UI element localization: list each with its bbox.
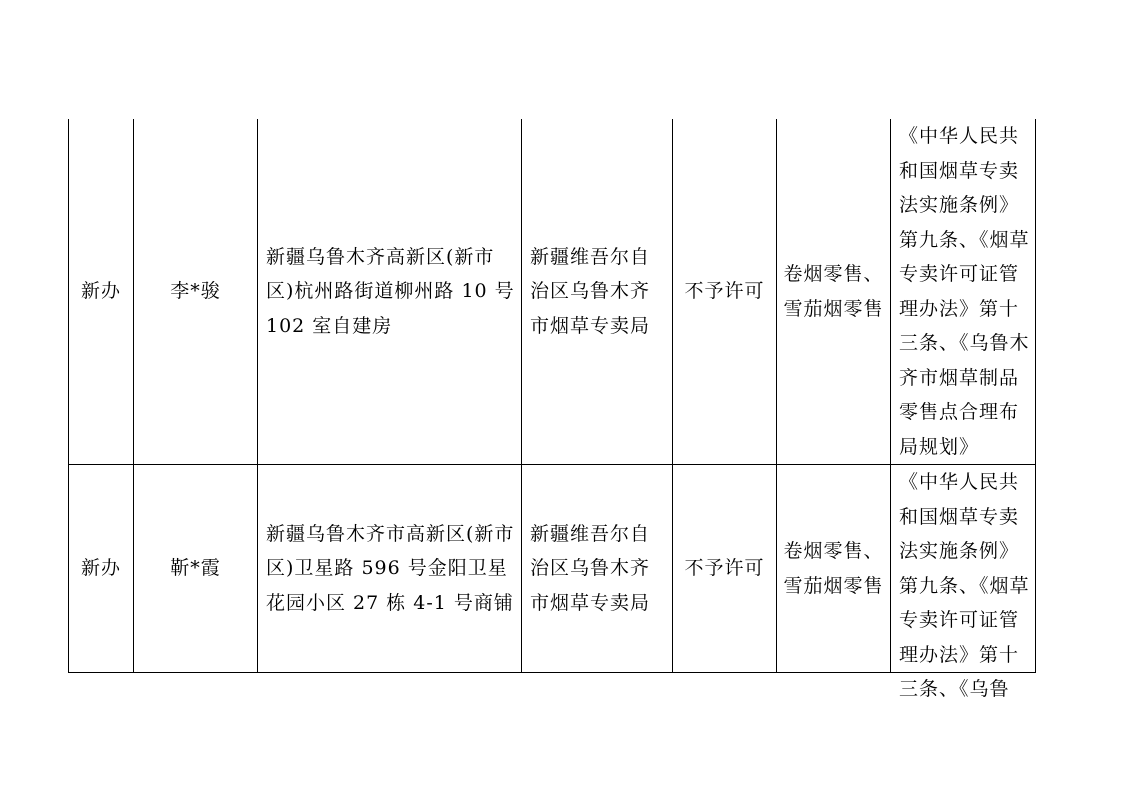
cell-name: 靳*霞 — [134, 465, 258, 673]
cell-authority: 新疆维吾尔自治区乌鲁木齐市烟草专卖局 — [522, 119, 673, 465]
cell-scope: 卷烟零售、雪茄烟零售 — [777, 119, 891, 465]
cell-decision: 不予许可 — [673, 465, 777, 673]
table-row — [69, 465, 1036, 673]
cell-decision: 不予许可 — [673, 119, 777, 465]
cell-type: 新办 — [69, 465, 134, 673]
cell-type: 新办 — [69, 119, 134, 465]
cell-address: 新疆乌鲁木齐市高新区(新市区)卫星路 596 号金阳卫星花园小区 27 栋 4-1 号商铺 — [258, 465, 522, 673]
cell-scope: 卷烟零售、雪茄烟零售 — [777, 465, 891, 673]
license-decision-table — [68, 119, 1036, 700]
table-row — [69, 119, 1036, 465]
cell-name: 李*骏 — [134, 119, 258, 465]
legal-basis-text: 《中华人民共和国烟草专卖法实施条例》第九条、《烟草专卖许可证管理办法》第十三条、《乌鲁 — [899, 471, 1030, 700]
cell-authority: 新疆维吾尔自治区乌鲁木齐市烟草专卖局 — [522, 465, 673, 673]
cell-address: 新疆乌鲁木齐高新区(新市区)杭州路街道柳州路 10 号 102 室自建房 — [258, 119, 522, 465]
cell-legal-basis — [891, 465, 1036, 700]
cell-legal-basis: 《中华人民共和国烟草专卖法实施条例》第九条、《烟草专卖许可证管理办法》第十三条、《乌鲁木齐市烟草制品零售点合理布局规划》 — [891, 119, 1036, 465]
